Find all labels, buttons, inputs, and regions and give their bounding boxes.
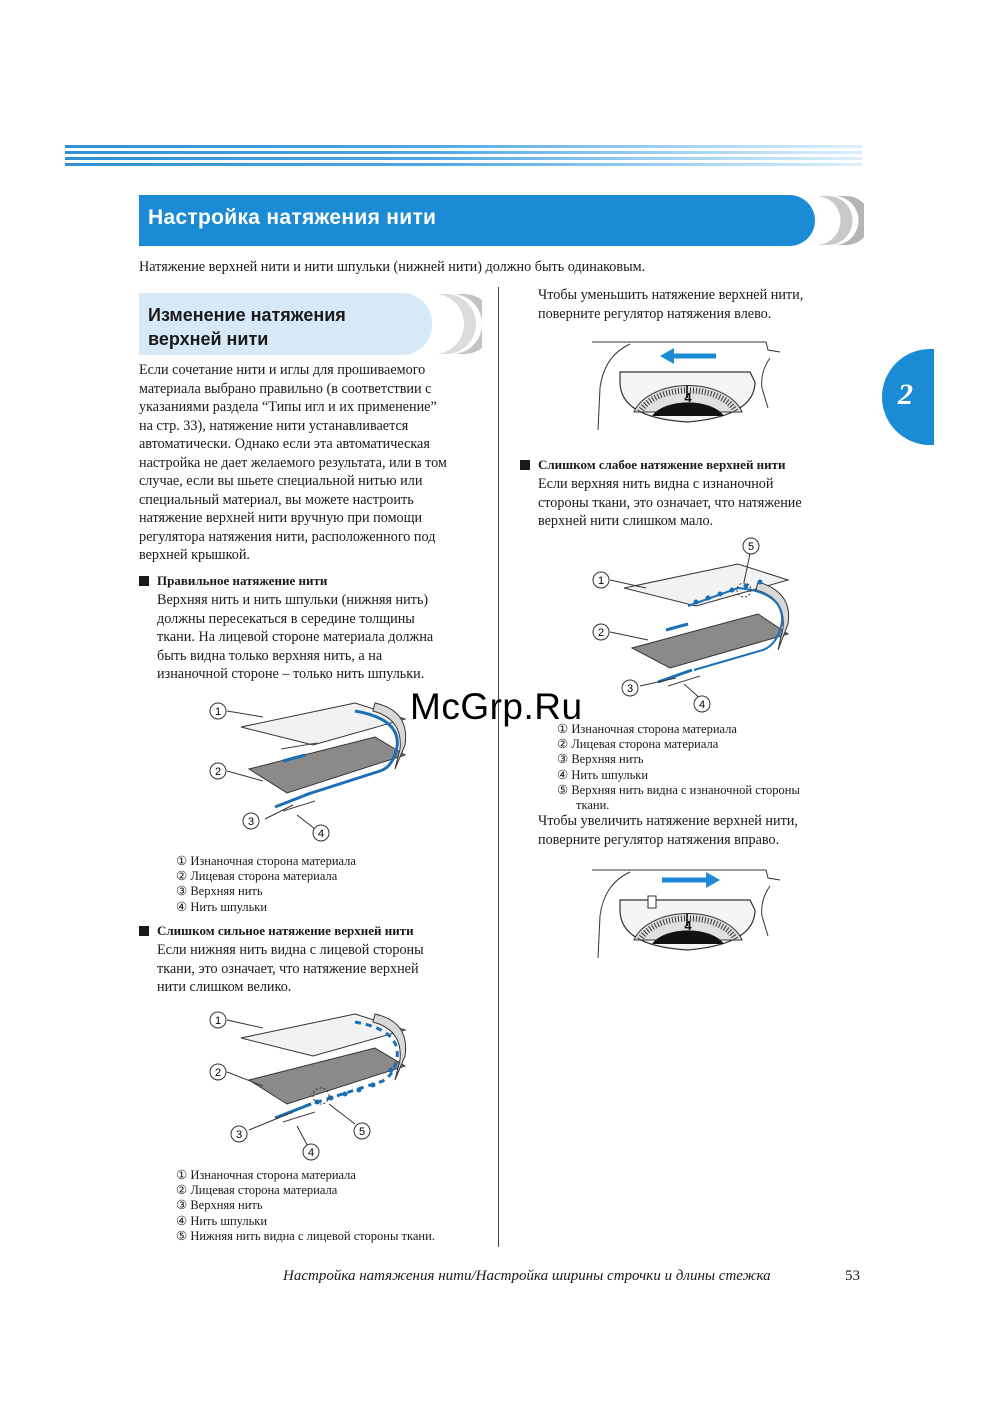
decrease-text: Чтобы уменьшить натяжение верхней нити, поверните регулятор натяжения влево. <box>538 287 804 322</box>
dial-digit: 4 <box>684 918 692 933</box>
arrow-left-icon <box>660 348 674 364</box>
fig3-label-4: 4 <box>698 699 706 711</box>
section-title: Настройка натяжения нити <box>148 206 437 229</box>
fig3-label-3: 3 <box>626 683 634 695</box>
too-loose-text: Если верхняя нить видна с изнаночной стороны ткани, это означает, что натяжение верхней нити слишком мало. <box>538 476 802 529</box>
figure-too-loose <box>588 536 803 714</box>
fig1-label-3: 3 <box>247 816 255 828</box>
bullet-square-icon <box>139 576 149 586</box>
too-tight-heading: Слишком сильное натяжение верхней нити <box>139 923 414 939</box>
correct-heading: Правильное натяжение нити <box>139 573 327 589</box>
section-arcs-decoration <box>812 193 864 248</box>
watermark: McGrp.Ru <box>410 686 583 727</box>
dial-turn-left-figure <box>590 338 790 433</box>
column-divider <box>498 287 499 1247</box>
too-loose-heading: Слишком слабое натяжение верхней нити <box>520 457 786 473</box>
arrow-right-icon <box>706 872 720 888</box>
fig2-label-4: 4 <box>307 1147 315 1159</box>
fig1-label-1: 1 <box>214 706 222 718</box>
too-tight-text: Если нижняя нить видна с лицевой стороны ткани, это означает, что натяжение верхней нити слишком велико. <box>157 942 424 995</box>
fig1-label-4: 4 <box>317 828 325 840</box>
fig1-label-2: 2 <box>214 766 222 778</box>
figure-too-tight <box>205 1008 420 1163</box>
intro-text: Натяжение верхней нити и нити шпульки (нижней нити) должно быть одинаковым. <box>139 259 646 275</box>
page-number: 53 <box>845 1268 860 1284</box>
increase-text: Чтобы увеличить натяжение верхней нити, поверните регулятор натяжения вправо. <box>538 813 798 848</box>
footer-title: Настройка натяжения нити/Настройка ширины строчки и длины стежка <box>283 1268 771 1284</box>
bullet-square-icon <box>139 926 149 936</box>
too-loose-legend: ① Изнаночная сторона материала ② Лицевая сторона материала ③ Верхняя нить ④ Нить шпульки ⑤ Верхняя нить видна с изнаночной стороны ткани. <box>557 722 800 813</box>
fig2-label-5: 5 <box>358 1126 366 1138</box>
dial-digit: 4 <box>684 390 692 405</box>
figure-correct-tension <box>205 697 420 847</box>
chapter-number: 2 <box>898 378 913 411</box>
bullet-square-icon <box>520 460 530 470</box>
too-tight-legend: ① Изнаночная сторона материала ② Лицевая сторона материала ③ Верхняя нить ④ Нить шпульки ⑤ Нижняя нить видна с лицевой стороны ткани. <box>176 1168 435 1243</box>
left-paragraph: Если сочетание нити и иглы для прошиваемого материала выбрано правильно (в соответствии с указаниями раздела “Типы игл и их применение” на стр. 33), натяжение нити устанавливается автоматически. Однако если эта автоматическая настройка не дает желаемого результата, или в том случае, если вы шьете специальной нитью или специальный материал, вы можете настроить натяжение верхней нити вручную при помощи регулятора натяжения нити, расположенного под верхней крышкой. <box>139 362 447 563</box>
correct-legend: ① Изнаночная сторона материала ② Лицевая сторона материала ③ Верхняя нить ④ Нить шпульки <box>176 854 356 914</box>
correct-text: Верхняя нить и нить шпульки (нижняя нить) должны пересекаться в середине толщины ткани. На лицевой стороне материала должна быть видна только верхняя нить, а на изнаночной стороне – только нить шпульки. <box>157 592 434 682</box>
fig2-label-1: 1 <box>214 1015 222 1027</box>
fig2-label-3: 3 <box>235 1129 243 1141</box>
header-stripes <box>65 145 862 169</box>
subsection-arcs-decoration <box>430 292 482 358</box>
fig3-label-5: 5 <box>747 541 755 553</box>
fig2-label-2: 2 <box>214 1067 222 1079</box>
fig3-label-1: 1 <box>597 575 605 587</box>
dial-turn-right-figure <box>590 866 790 961</box>
fig3-label-2: 2 <box>597 627 605 639</box>
subsection-title: Изменение натяжения верхней нити <box>148 305 346 349</box>
